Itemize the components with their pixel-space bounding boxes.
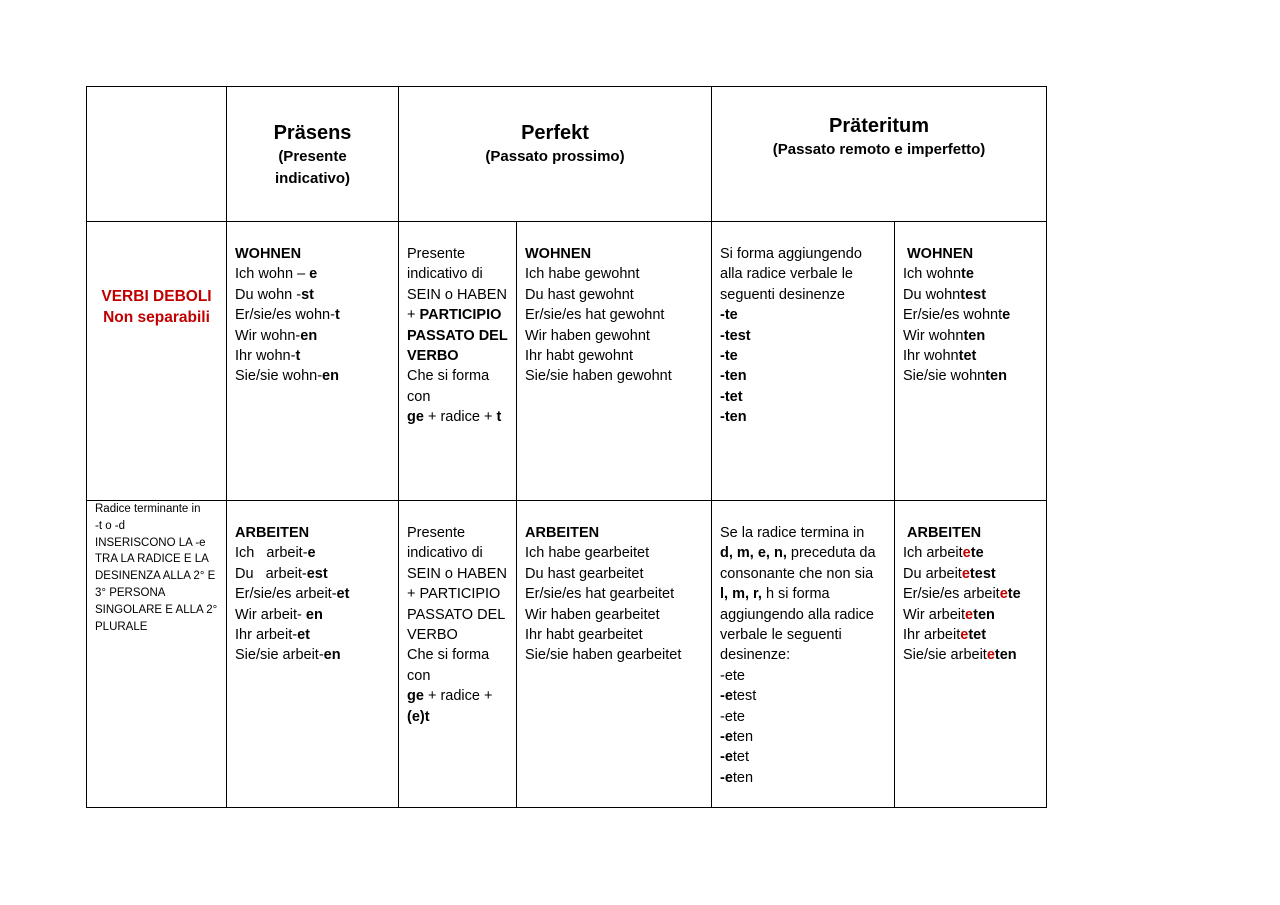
row1-perfekt-conj-cell (517, 222, 712, 501)
ending-line: -ete (720, 667, 745, 684)
conj-line: Wir wohnten (903, 327, 986, 344)
row2-praet-conj-cell (895, 501, 1047, 808)
row2-label-line: PLURALE (95, 620, 148, 633)
row2-label-line: TRA LA RADICE E LA (95, 553, 209, 566)
verb-conjugation-table (86, 86, 1047, 808)
rule-line: (e)t (407, 708, 430, 725)
header-praeteritum (712, 87, 1047, 222)
ending-line: -ten (720, 409, 747, 426)
row1-praesens-verb: WOHNEN (235, 246, 302, 262)
rule-line: indicativo di (407, 545, 483, 562)
conj-line: Sie/sie wohnten (903, 368, 1007, 385)
row2-label-cell (87, 501, 227, 808)
row1-praesens-cell (227, 222, 399, 501)
conj-line: Wir haben gearbeitet (525, 606, 660, 623)
conj-line: Er/sie/es hat gewohnt (525, 307, 665, 324)
rule-line: VERBO (407, 627, 458, 644)
ending-line: -eten (720, 769, 754, 786)
conj-line: Ich wohnte (903, 266, 974, 283)
conj-line: Ich habe gewohnt (525, 266, 640, 283)
perfekt-title: Perfekt (521, 122, 589, 144)
rule-line: seguenti desinenze (720, 286, 845, 303)
row2-perfekt-rule-cell (399, 501, 517, 808)
conj-line: Sie/sie arbeit-en (235, 647, 341, 664)
conj-line: Du arbeitetest (903, 565, 996, 582)
rule-line: Presente (407, 525, 466, 541)
conj-line: Ich wohn – e (235, 266, 318, 283)
rule-line: PASSATO DEL (407, 606, 506, 623)
ending-line: -etet (720, 749, 750, 766)
ending-line: -te (720, 307, 738, 324)
rule-line: SEIN o HABEN (407, 565, 507, 582)
rule-line: PASSATO DEL (407, 327, 508, 344)
conj-line: Du arbeit-est (235, 565, 328, 582)
row2-label-line: 3° PERSONA (95, 586, 166, 599)
row1-perfekt-verb: WOHNEN (525, 246, 592, 262)
ending-line: -test (720, 327, 751, 344)
header-empty-cell (87, 87, 227, 222)
header-perfekt (399, 87, 712, 222)
row1-praet-verb: WOHNEN (907, 246, 974, 262)
rule-line: l, m, r, h si forma (720, 586, 830, 603)
rule-line: + PARTICIPIO (407, 586, 501, 603)
ending-line: -eten (720, 729, 754, 746)
row1-label-line1: VERBI DEBOLI (101, 288, 212, 305)
row-verbi-deboli (87, 222, 1047, 501)
header-row (87, 87, 1047, 222)
rule-line: verbale le seguenti (720, 627, 842, 644)
conj-line: Er/sie/es arbeit-et (235, 586, 350, 603)
header-praesens (227, 87, 399, 222)
row2-label-line: INSERISCONO LA -e (95, 536, 206, 549)
rule-line: ge + radice + t (407, 409, 502, 426)
rule-line: indicativo di (407, 266, 483, 283)
row2-label-line: SINGOLARE E ALLA 2° (95, 603, 218, 616)
praesens-subtitle: (Presente indicativo) (274, 148, 350, 187)
rule-line: desinenze: (720, 647, 791, 664)
conj-line: Er/sie/es wohnte (903, 307, 1011, 324)
conj-line: Sie/sie arbeiteten (903, 647, 1017, 664)
conj-line: Ich arbeit-e (235, 545, 316, 562)
row1-label-line2: Non separabili (103, 309, 210, 326)
conj-line: Du hast gearbeitet (525, 565, 644, 582)
rule-line: con (407, 667, 431, 684)
conj-line: Sie/sie wohn-en (235, 368, 339, 385)
praeteritum-subtitle: (Passato remoto e imperfetto) (772, 141, 986, 158)
row2-perfekt-conj-cell (517, 501, 712, 808)
conj-line: Du hast gewohnt (525, 286, 634, 303)
row1-perfekt-rule-cell (399, 222, 517, 501)
conj-line: Ihr wohntet (903, 348, 977, 365)
conj-line: Er/sie/es hat gearbeitet (525, 586, 675, 603)
conj-line: Ich arbeitete (903, 545, 984, 562)
ending-line: -tet (720, 388, 743, 405)
conj-line: Wir wohn-en (235, 327, 318, 344)
conj-line: Ihr wohn-t (235, 348, 301, 365)
rule-line: + PARTICIPIO (407, 307, 502, 324)
rule-line: Che si forma (407, 368, 490, 385)
ending-line: -ten (720, 368, 747, 385)
conj-line: Ihr habt gewohnt (525, 348, 634, 365)
row1-praet-rule-cell (712, 222, 895, 501)
row2-praet-verb: ARBEITEN (907, 525, 982, 541)
conj-line: Er/sie/es wohn-t (235, 307, 340, 324)
rule-line: Si forma aggiungendo (720, 246, 862, 262)
ending-line: -etest (720, 688, 757, 705)
conj-line: Ihr arbeit-et (235, 627, 310, 644)
row1-praet-conj-cell (895, 222, 1047, 501)
conj-line: Du wohn -st (235, 286, 314, 303)
rule-line: d, m, e, n, preceduta da (720, 545, 876, 562)
praeteritum-title: Präteritum (828, 115, 930, 137)
conj-line: Wir arbeiteten (903, 606, 995, 623)
rule-line: Presente (407, 246, 466, 262)
rule-line: ge + radice + (407, 688, 493, 705)
rule-line: Se la radice termina in (720, 525, 865, 541)
row2-label-line: -t o -d (95, 519, 126, 532)
conj-line: Ich habe gearbeitet (525, 545, 650, 562)
conj-line: Wir haben gewohnt (525, 327, 650, 344)
rule-line: VERBO (407, 348, 459, 365)
rule-line: Che si forma (407, 647, 490, 664)
conj-line: Ihr habt gearbeitet (525, 627, 643, 644)
row2-praesens-verb: ARBEITEN (235, 525, 310, 541)
conj-line: Du wohntest (903, 286, 987, 303)
praesens-title: Präsens (273, 122, 352, 144)
rule-line: aggiungendo alla radice (720, 606, 874, 623)
rule-line: con (407, 388, 431, 405)
row2-praet-rule-cell (712, 501, 895, 808)
rule-line: SEIN o HABEN (407, 286, 507, 303)
row2-praesens-cell (227, 501, 399, 808)
row1-label-cell (87, 222, 227, 501)
conj-line: Er/sie/es arbeitete (903, 586, 1021, 603)
ending-line: -te (720, 348, 738, 365)
rule-line: alla radice verbale le (720, 266, 853, 283)
perfekt-subtitle: (Passato prossimo) (485, 148, 625, 165)
row2-perfekt-verb: ARBEITEN (525, 525, 600, 541)
conj-line: Sie/sie haben gearbeitet (525, 647, 682, 664)
conj-line: Sie/sie haben gewohnt (525, 368, 672, 385)
conj-line: Wir arbeit- en (235, 606, 323, 623)
conj-line: Ihr arbeitetet (903, 627, 987, 644)
row2-label-line: DESINENZA ALLA 2° E (95, 570, 216, 583)
ending-line: -ete (720, 708, 745, 725)
rule-line: consonante che non sia (720, 565, 874, 582)
row2-label-line: Radice terminante in (95, 503, 201, 515)
row-radice-t-d (87, 501, 1047, 808)
